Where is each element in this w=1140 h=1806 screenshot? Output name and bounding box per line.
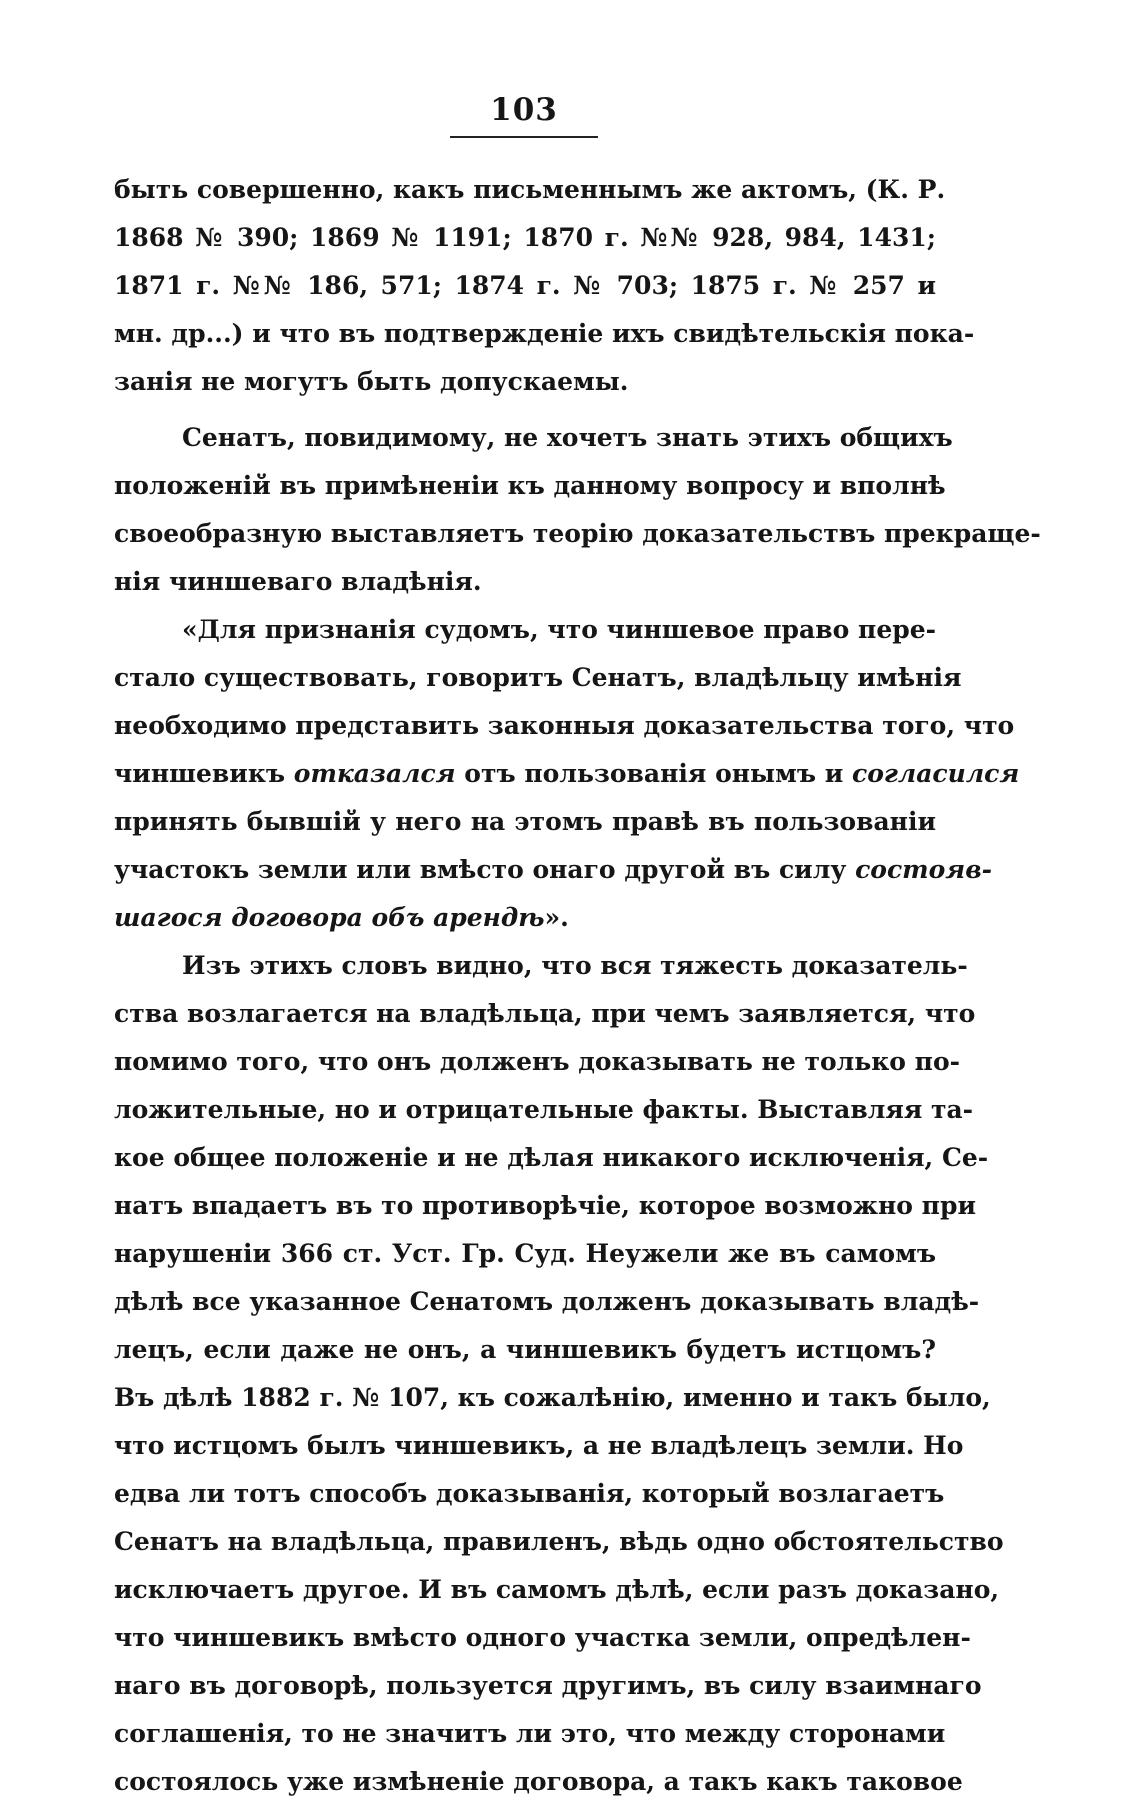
- header-rule: [450, 136, 598, 138]
- italic-phrase: состояв-: [855, 855, 993, 884]
- page-number: 103: [490, 92, 558, 128]
- text-line: шагося договора объ арендѣ».: [114, 903, 569, 932]
- text-line: едва ли тотъ способъ доказыванія, который возлагаетъ: [114, 1479, 945, 1508]
- text-line: что истцомъ былъ чиншевикъ, а не владѣлецъ земли. Но: [114, 1431, 964, 1460]
- paragraph: [114, 942, 1004, 1806]
- text-line: положеній въ примѣненіи къ данному вопросу и вполнѣ: [114, 471, 946, 500]
- text-line: соглашенія, то не значитъ ли это, что между сторонами: [114, 1719, 946, 1748]
- paragraph: [114, 166, 975, 406]
- body-text: [114, 166, 1041, 1806]
- text-line: натъ впадаетъ въ то противорѣчіе, которое возможно при: [114, 1191, 976, 1220]
- text-line: Изъ этихъ словъ видно, что вся тяжесть доказатель-: [182, 951, 968, 980]
- text-line: участокъ земли или вмѣсто онаго другой въ силу состояв-: [114, 855, 993, 884]
- text-line: занія не могутъ быть допускаемы.: [114, 367, 629, 396]
- quotation-paragraph: [114, 606, 1020, 942]
- text-line: дѣлѣ все указанное Сенатомъ долженъ доказывать владѣ-: [114, 1287, 980, 1316]
- paragraph: [114, 414, 1041, 606]
- text-line: своеобразную выставляетъ теорію доказательствъ прекраще-: [114, 519, 1041, 548]
- text-line: лецъ, если даже не онъ, а чиншевикъ будетъ истцомъ?: [114, 1335, 936, 1364]
- text-line: мн. др...) и что въ подтвержденіе ихъ свидѣтельскія пока-: [114, 319, 975, 348]
- italic-phrase: согласился: [851, 759, 1020, 788]
- text-line: ства возлагается на владѣльца, при чемъ заявляется, что: [114, 999, 976, 1028]
- text-line: нарушеніи 366 ст. Уст. Гр. Суд. Неужели же въ самомъ: [114, 1239, 936, 1268]
- text-line: Сенатъ, повидимому, не хочетъ знать этихъ общихъ: [182, 423, 953, 452]
- text-line: необходимо представить законныя доказательства того, что: [114, 711, 1015, 740]
- text-line: стало существовать, говоритъ Сенатъ, владѣльцу имѣнія: [114, 663, 962, 692]
- text-line: помимо того, что онъ долженъ доказывать не только по-: [114, 1047, 960, 1076]
- text-line: Сенатъ на владѣльца, правиленъ, вѣдь одно обстоятельство: [114, 1527, 1004, 1556]
- text-line: чиншевикъ отказался отъ пользованія онымъ и согласился: [114, 759, 1020, 788]
- text-line: наго въ договорѣ, пользуется другимъ, въ силу взаимнаго: [114, 1671, 982, 1700]
- italic-phrase: шагося договора объ арендѣ: [114, 903, 545, 932]
- text-line: «Для признанія судомъ, что чиншевое право пере-: [182, 615, 936, 644]
- text-line: исключаетъ другое. И въ самомъ дѣлѣ, если разъ доказано,: [114, 1575, 1000, 1604]
- text-line: 1868 № 390; 1869 № 1191; 1870 г. №№ 928, 984, 1431;: [114, 223, 936, 252]
- text-line: кое общее положеніе и не дѣлая никакого исключенія, Се-: [114, 1143, 989, 1172]
- text-line: быть совершенно, какъ письменнымъ же актомъ, (К. Р.: [114, 175, 946, 204]
- text-line: 1871 г. №№ 186, 571; 1874 г. № 703; 1875 г. № 257 и: [114, 271, 936, 300]
- text-line: что чиншевикъ вмѣсто одного участка земли, опредѣлен-: [114, 1623, 971, 1652]
- text-line: Въ дѣлѣ 1882 г. № 107, къ сожалѣнію, именно и такъ было,: [114, 1383, 991, 1412]
- text-line: ложительные, но и отрицательные факты. Выставляя та-: [114, 1095, 974, 1124]
- text-line: принять бывшій у него на этомъ правѣ въ пользованіи: [114, 807, 936, 836]
- text-line: состоялось уже измѣненіе договора, а такъ какъ таковое: [114, 1767, 963, 1796]
- text-line: нія чиншеваго владѣнія.: [114, 567, 482, 596]
- italic-phrase: отказался: [293, 759, 456, 788]
